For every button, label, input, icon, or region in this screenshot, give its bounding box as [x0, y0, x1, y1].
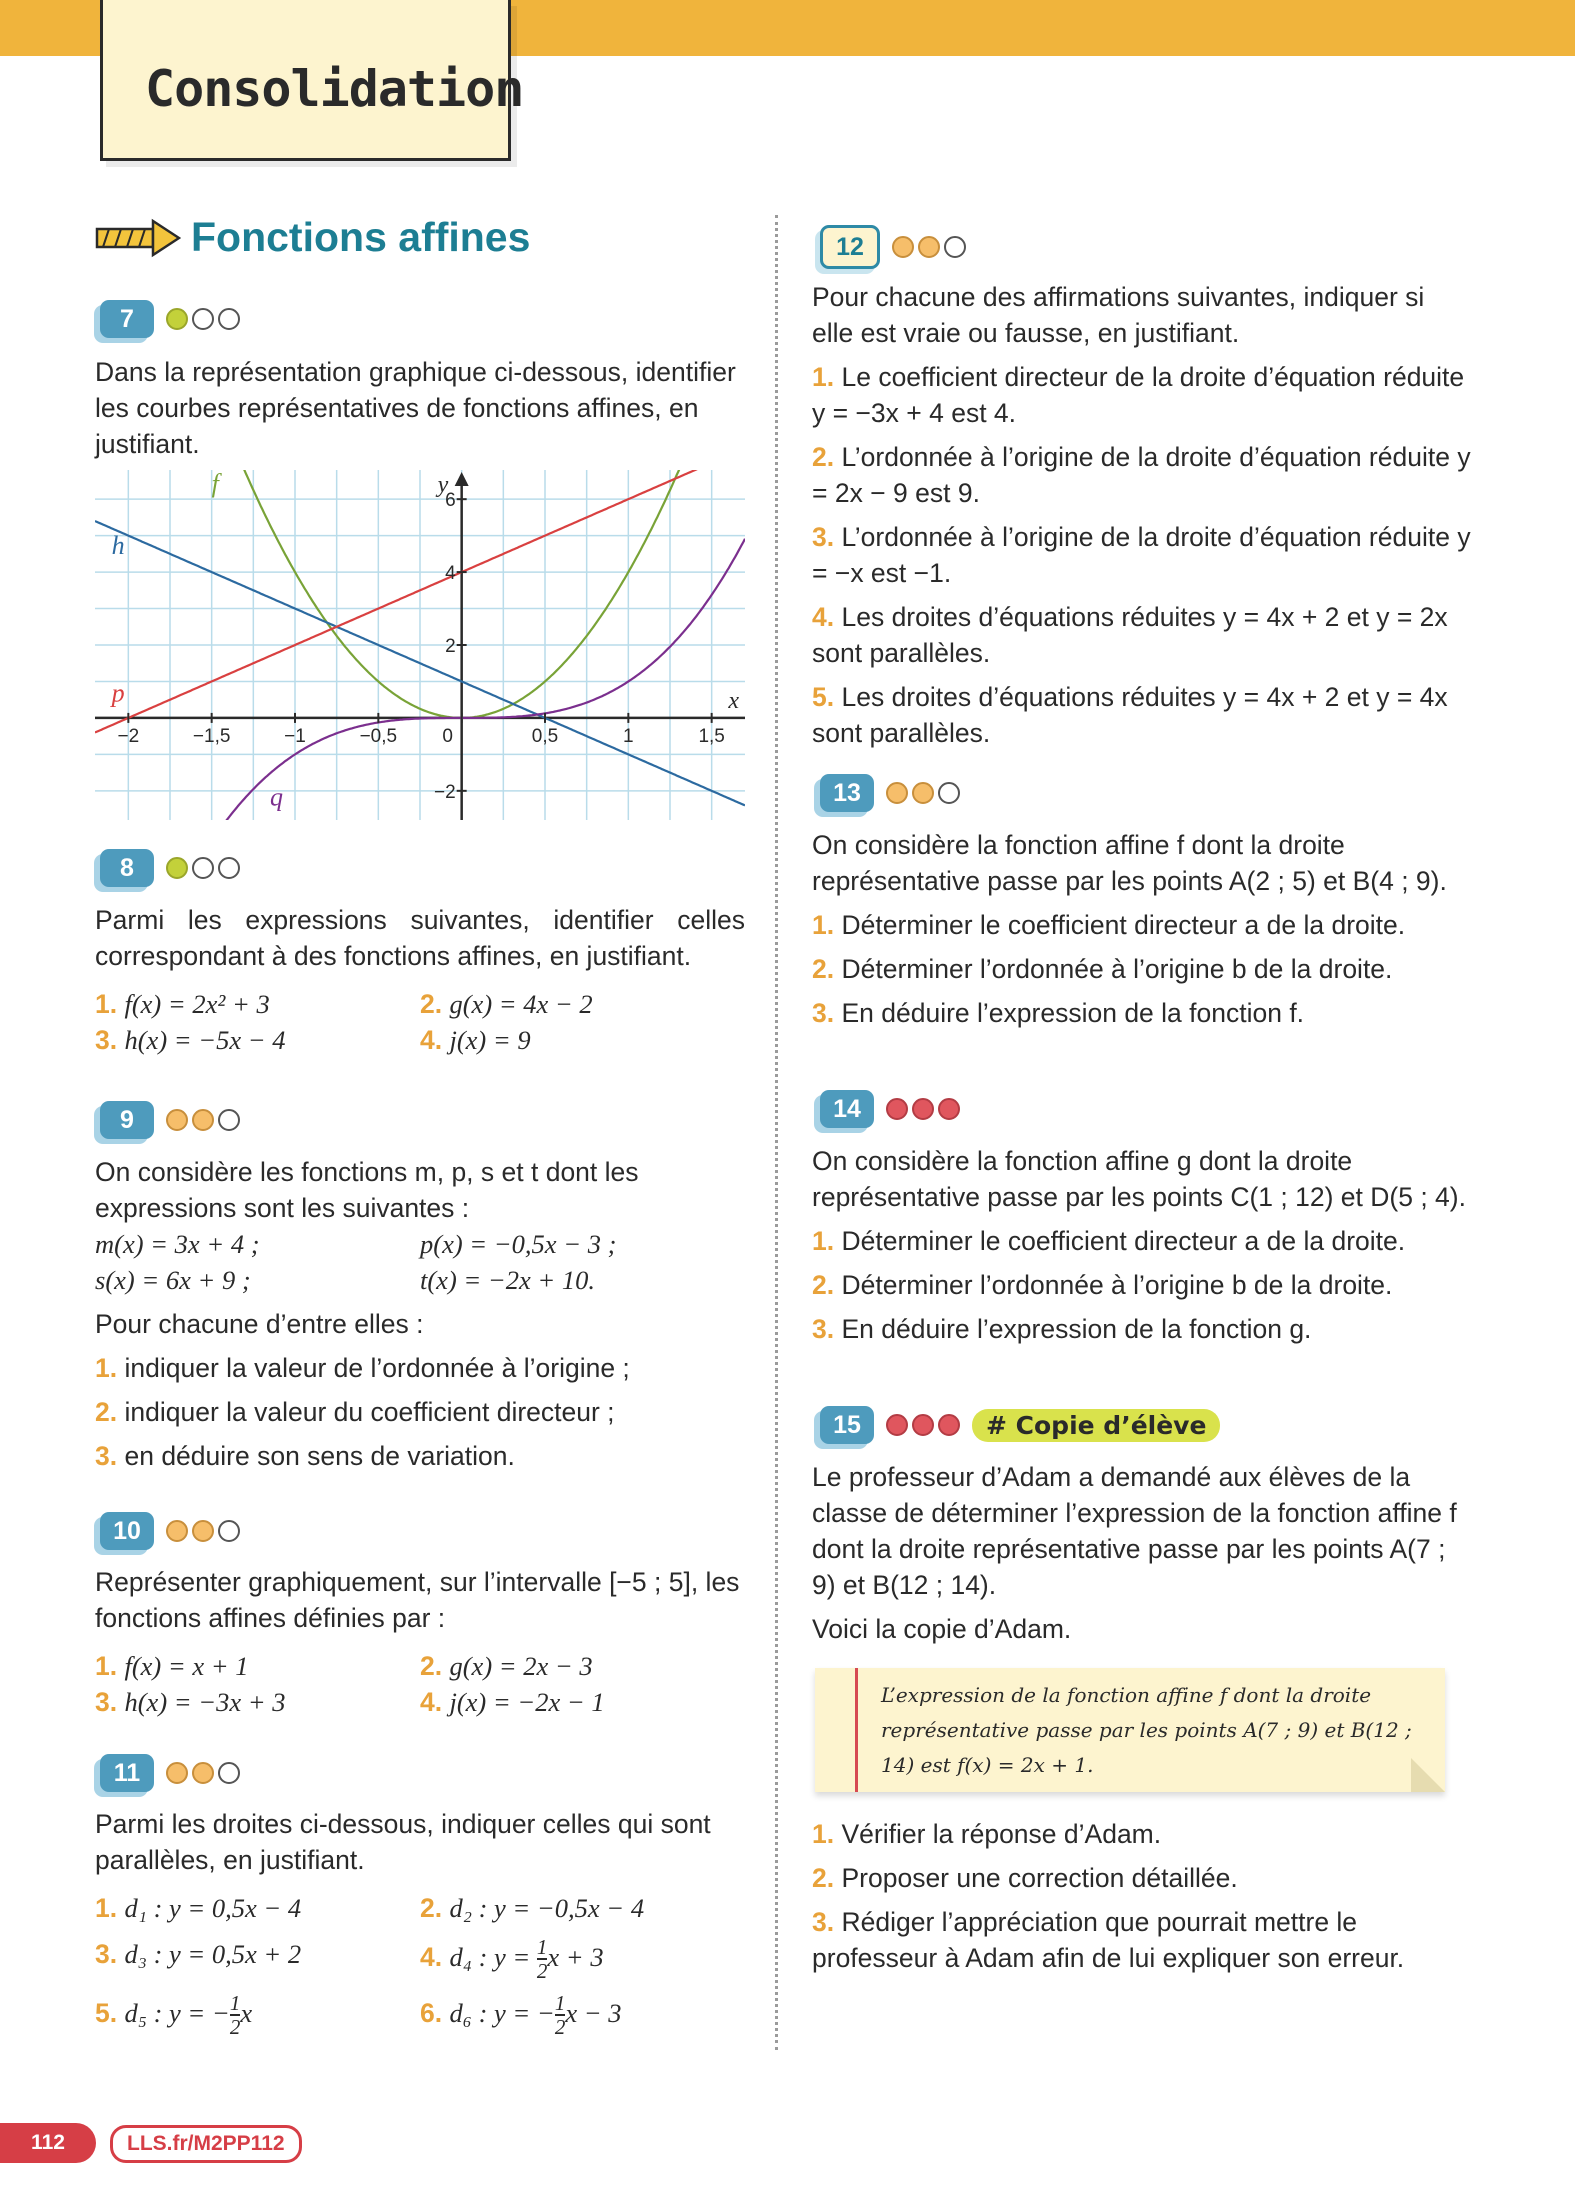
copie-eleve-tag: # Copie d’élève — [972, 1409, 1220, 1442]
exercise-13-text: On considère la fonction affine f dont la droite représentative passe par les points A(2 ; 5) et B(4 ; 9). 1. Déterminer le coefficient directeur a de la droite. 2. Déterminer l’ordonnée à l’origine b de la droite. 3. En déduire l’expression de la fonction f. — [812, 830, 1447, 1028]
exercise-number: 10 — [100, 1512, 154, 1550]
student-copy-text: L’expression de la fonction affine f dont la droite représentative passe par les points A(7 ; 9) et B(12 ; 14) est f(x) = 2x + 1. — [881, 1683, 1412, 1777]
exercise-15-header — [820, 1406, 1220, 1444]
page-title: Consolidation — [145, 60, 524, 118]
x-tick-label: −0,5 — [359, 725, 398, 747]
series-label-h: h — [111, 530, 125, 560]
y-axis-arrow — [455, 472, 469, 486]
resource-link[interactable]: LLS.fr/M2PP112 — [110, 2125, 302, 2163]
arrow-icon — [95, 218, 181, 258]
difficulty-indicator — [886, 1098, 960, 1120]
section-heading — [95, 214, 530, 261]
x-tick-label: 0,5 — [531, 725, 559, 747]
x-tick-label: 1,5 — [698, 725, 725, 747]
chart — [95, 470, 745, 820]
difficulty-indicator — [886, 782, 960, 804]
exercise-number: 7 — [100, 300, 154, 338]
y-tick-label: 6 — [445, 490, 456, 512]
chart-grid — [95, 470, 745, 820]
y-axis-label: y — [437, 472, 449, 498]
exercise-8-header — [100, 849, 240, 887]
x-tick-label: 1 — [623, 725, 634, 747]
exercise-12-header — [820, 225, 966, 269]
exercise-7-text: Dans la représentation graphique ci-dessous, identifier les courbes représentatives de fonctions affines, en justifiant. — [95, 357, 736, 459]
y-tick-label: 2 — [445, 636, 456, 657]
column-divider — [775, 215, 778, 2050]
exercise-9-header — [100, 1101, 240, 1139]
series-label-f: f — [211, 470, 219, 498]
note-fold — [1411, 1758, 1445, 1792]
exercise-10-header — [100, 1512, 240, 1550]
series-label-q: q — [270, 782, 283, 812]
exercise-13-header — [820, 774, 960, 812]
series-q — [202, 539, 745, 820]
exercise-11-text: Parmi les droites ci-dessous, indiquer celles qui sont parallèles, en justifiant. 1. d₁ : y = 0,5x − 4 2. d₂ : y = −0,5x − 4 3. d₃ : y = 0,5x + 2 4. d₄ : y = $\frac{1}{2}$ x + 3 5. d₅ : y = − $\frac{1}{2}$ x 6. d₆ : y = − $\frac{1}{2}$ x − 3 — [95, 1809, 711, 2039]
series-label-p: p — [111, 678, 125, 708]
difficulty-indicator — [166, 857, 240, 879]
exercise-number: 12 — [820, 225, 880, 269]
difficulty-indicator — [166, 1520, 240, 1542]
y-tick-label: −2 — [433, 781, 456, 803]
x-tick-label: 0 — [442, 725, 453, 747]
x-tick-label: −1 — [284, 725, 306, 747]
x-tick-label: −2 — [117, 725, 140, 747]
y-tick-label: 4 — [445, 563, 456, 585]
exercise-number: 15 — [820, 1406, 874, 1444]
difficulty-indicator — [166, 1109, 240, 1131]
student-copy-note — [815, 1668, 1445, 1792]
page-number: 112 — [0, 2123, 96, 2163]
exercise-14-text: On considère la fonction affine g dont la droite représentative passe par les points C(1 ; 12) et D(5 ; 4). 1. Déterminer le coefficient directeur a de la droite. 2. Déterminer l’ordonnée à l’origine b de la droite. 3. En déduire l’expression de la fonction g. — [812, 1146, 1466, 1344]
exercise-8-text: Parmi les expressions suivantes, identifier celles correspondant à des fonctions affines, en justifiant. 1. f(x) = 2x² + 3 2. g(x) = 4x − 2 3. h(x) = −5x − 4 4. j(x) = 9 — [95, 905, 745, 1055]
exercise-14-header — [820, 1090, 960, 1128]
exercise-12-text: Pour chacune des affirmations suivantes, indiquer si elle est vraie ou fausse, en justifiant. 1. Le coefficient directeur de la droite d’équation réduite y = −3x + 4 est 4. 2. L’ordonnée à l’origine de la droite d’équation réduite y = 2x − 9 est 9. 3. L’ordonnée à l’origine de la droite d’équation réduite y = −x est −1. 4. Les droites d’équations réduites y = 4x + 2 et y = 2x sont parallèles. 5. Les droites d’équations réduites y = 4x + 2 et y = 4x sont parallèles. — [812, 282, 1471, 748]
difficulty-indicator — [886, 1414, 960, 1436]
x-tick-label: −1,5 — [192, 725, 231, 747]
exercise-number: 8 — [100, 849, 154, 887]
exercise-7-header — [100, 300, 240, 338]
exercise-15-questions: 1. Vérifier la réponse d’Adam. 2. Proposer une correction détaillée. 3. Rédiger l’appréciation que pourrait mettre le professeur à Adam afin de lui expliquer son erreur. — [812, 1819, 1405, 1973]
exercise-number: 11 — [100, 1754, 154, 1792]
exercise-10-text: Représenter graphiquement, sur l’intervalle [−5 ; 5], les fonctions affines définies par : 1. f(x) = x + 1 2. g(x) = 2x − 3 3. h(x) = −3x + 3 4. j(x) = −2x − 1 — [95, 1567, 740, 1717]
exercise-15-text: Le professeur d’Adam a demandé aux élèves de la classe de déterminer l’expression de la fonction affine f dont la droite représentative passe par les points A(7 ; 9) et B(12 ; 14). Voici la copie d’Adam. — [812, 1462, 1457, 1644]
difficulty-indicator — [892, 236, 966, 258]
difficulty-indicator — [166, 308, 240, 330]
title-card — [100, 0, 524, 161]
x-axis-label: x — [728, 687, 739, 714]
difficulty-indicator — [166, 1762, 240, 1784]
section-title: Fonctions affines — [191, 214, 531, 260]
exercise-number: 9 — [100, 1101, 154, 1139]
exercise-9-text: On considère les fonctions m, p, s et t dont les expressions sont les suivantes : m(x) = 3x + 4 ; p(x) = −0,5x − 3 ; s(x) = 6x + 9 ; t(x) = −2x + 10. Pour chacune d’entre elles : 1. indiquer la valeur de l’ordonnée à l’origine ; 2. indiquer la valeur du coefficient directeur ; 3. en déduire son sens de variation. — [95, 1157, 639, 1471]
exercise-11-header — [100, 1754, 240, 1792]
note-margin-line — [855, 1668, 858, 1792]
exercise-number: 13 — [820, 774, 874, 812]
exercise-number: 14 — [820, 1090, 874, 1128]
